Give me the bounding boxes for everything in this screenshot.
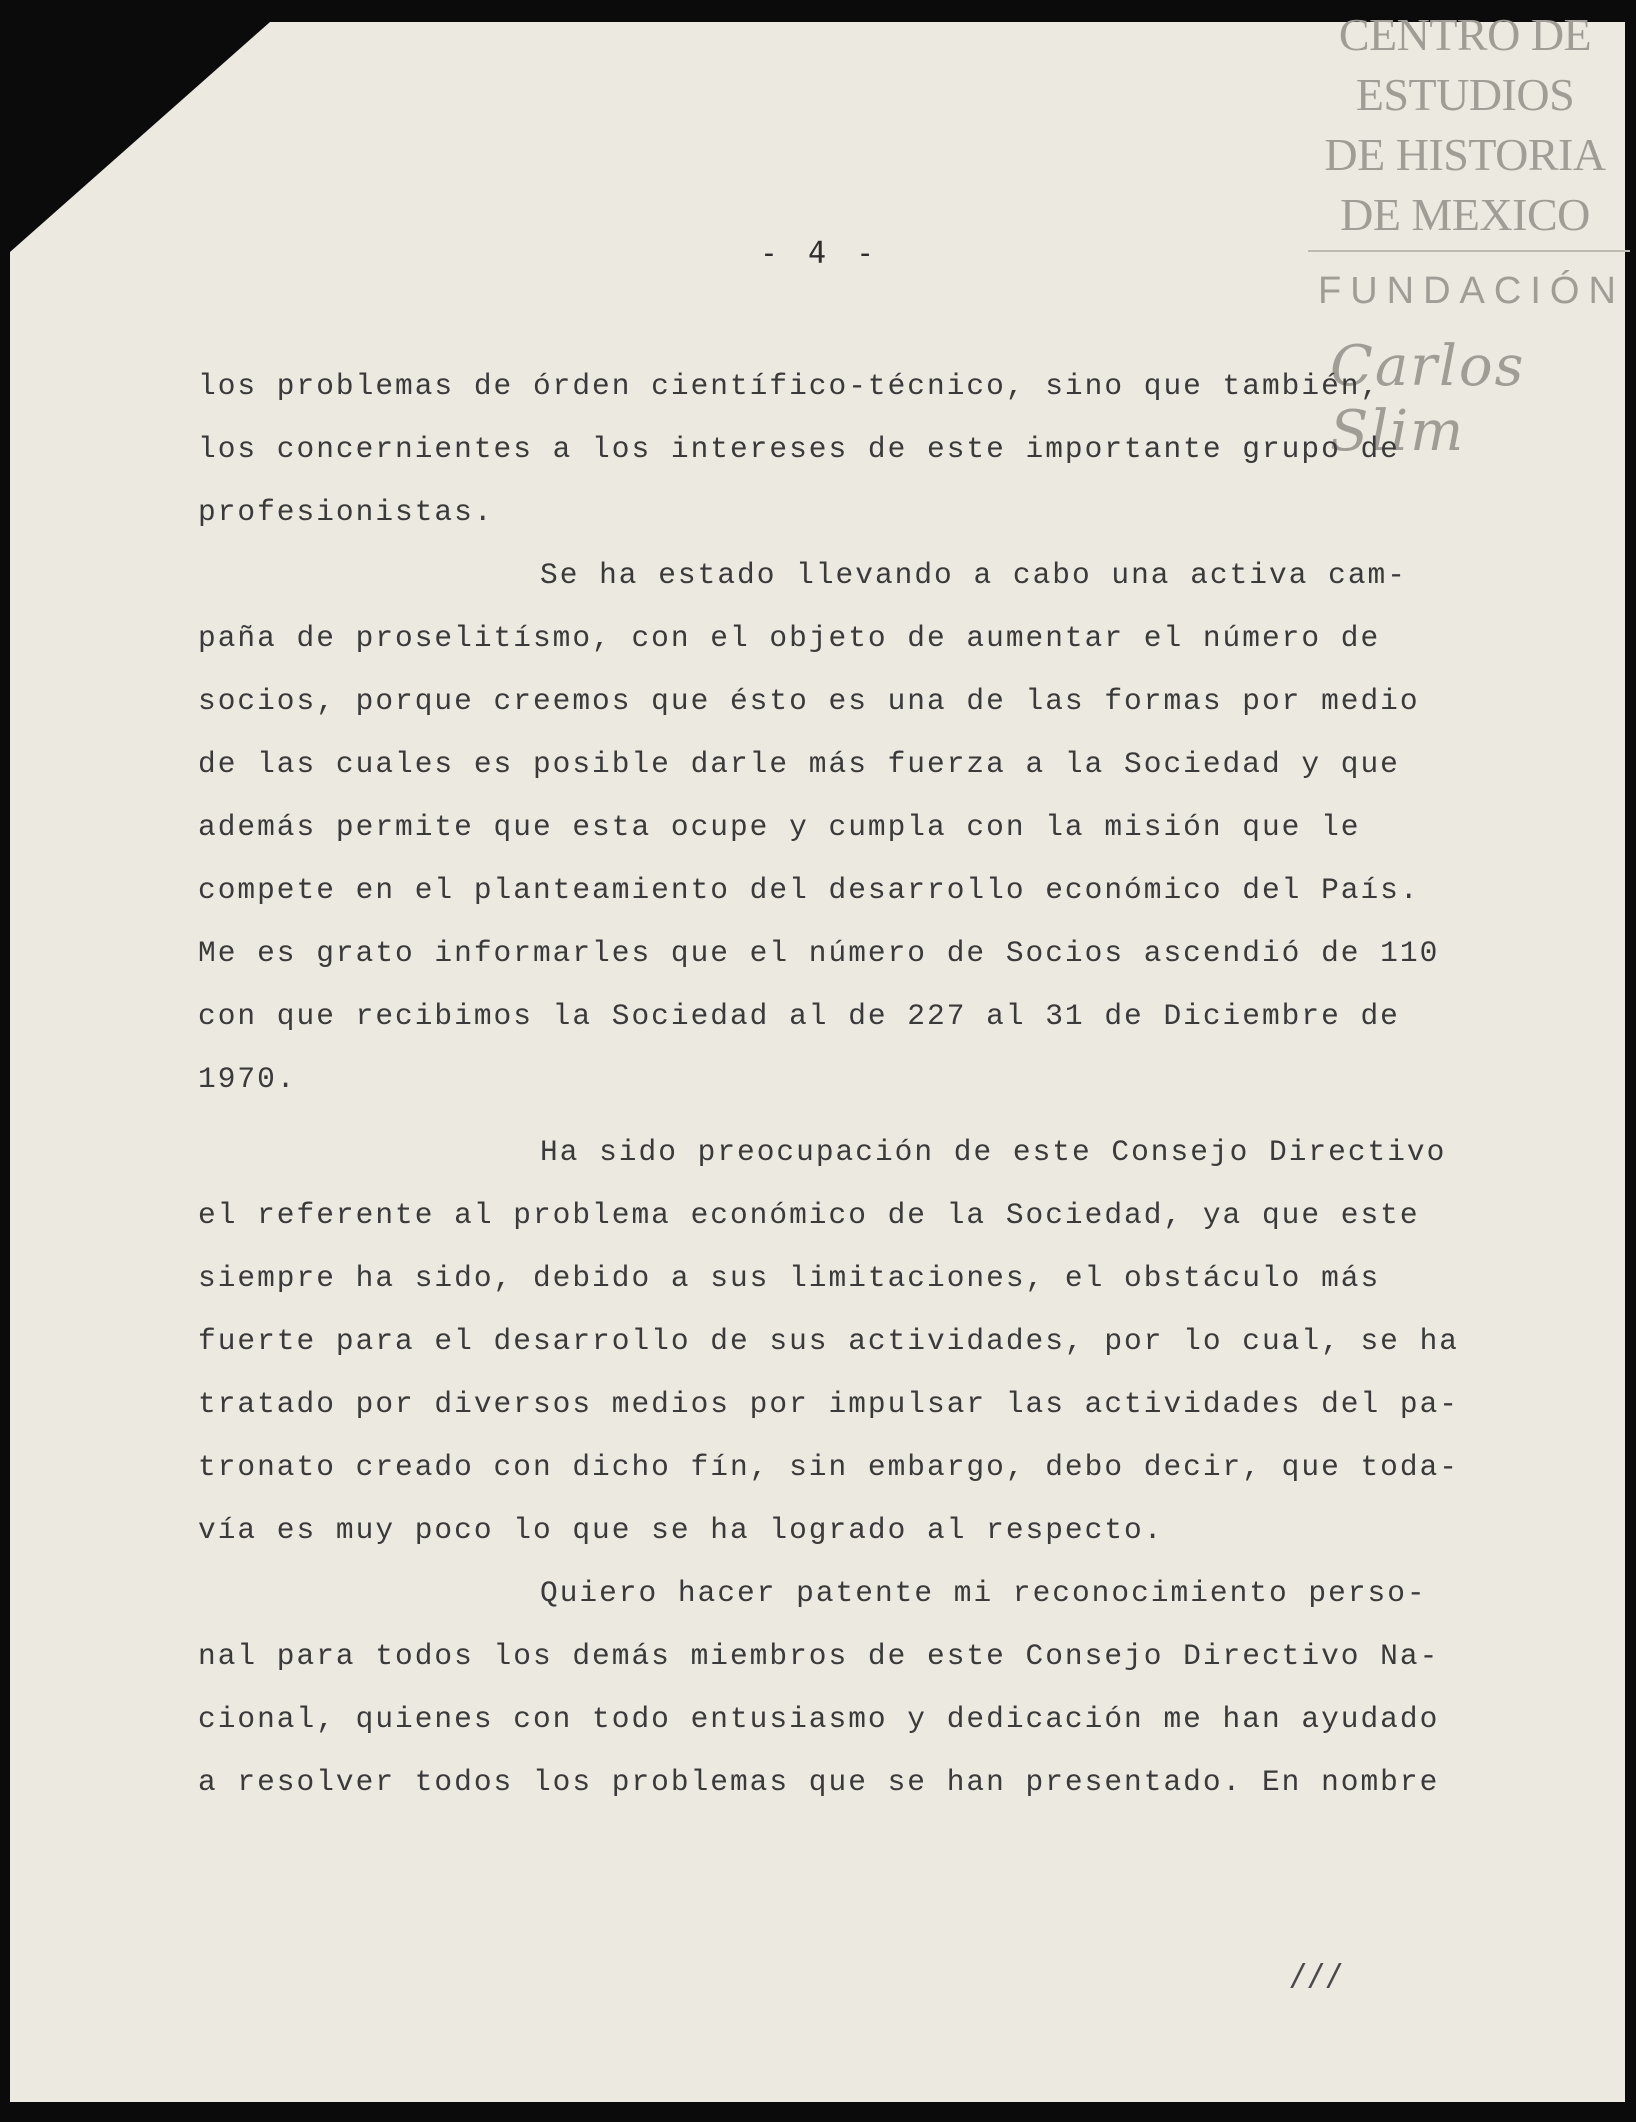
text-line: Ha sido preocupación de este Consejo Directivo <box>540 1135 1447 1169</box>
text-line: Me es grato informarles que el número de Socios ascendió de 110 <box>198 936 1440 970</box>
text-line: Quiero hacer patente mi reconocimiento perso- <box>540 1576 1427 1610</box>
text-line: profesionistas. <box>198 495 494 529</box>
stamp-line: DE HISTORIA <box>1324 129 1606 180</box>
text-line: nal para todos los demás miembros de este Consejo Directivo Na- <box>198 1639 1440 1673</box>
text-line: paña de proselitísmo, con el objeto de aumentar el número de <box>198 621 1381 655</box>
page-number: - 4 - <box>759 236 881 271</box>
text-line: los problemas de órden científico-técnico, sino que también, <box>198 369 1381 403</box>
archive-stamp <box>1300 5 1630 245</box>
text-line: tratado por diversos medios por impulsar las actividades del pa- <box>198 1387 1459 1421</box>
text-line: a resolver todos los problemas que se han presentado. En nombre <box>198 1765 1440 1799</box>
text-line: los concernientes a los intereses de este importante grupo de <box>198 432 1400 466</box>
continuation-mark: /// <box>1290 1958 1345 1993</box>
text-line: además permite que esta ocupe y cumpla con la misión que le <box>198 810 1361 844</box>
text-line: cional, quienes con todo entusiasmo y dedicación me han ayudado <box>198 1702 1440 1736</box>
text-line: tronato creado con dicho fín, sin embargo, debo decir, que toda- <box>198 1450 1459 1484</box>
text-line: socios, porque creemos que ésto es una de las formas por medio <box>198 684 1420 718</box>
text-line: fuerte para el desarrollo de sus actividades, por lo cual, se ha <box>198 1324 1459 1358</box>
stamp-line: DE MEXICO <box>1340 189 1590 240</box>
text-line: 1970. <box>198 1062 297 1096</box>
text-line: con que recibimos la Sociedad al de 227 al 31 de Diciembre de <box>198 999 1400 1033</box>
stamp-line: ESTUDIOS <box>1355 69 1575 120</box>
text-line: vía es muy poco lo que se ha logrado al respecto. <box>198 1513 1164 1547</box>
text-line: siempre ha sido, debido a sus limitaciones, el obstáculo más <box>198 1261 1381 1295</box>
foundation-signature: Carlos Slim <box>1330 334 1526 464</box>
text-line: el referente al problema económico de la Sociedad, ya que este <box>198 1198 1420 1232</box>
stamp-line: CENTRO DE <box>1338 9 1592 60</box>
text-line: de las cuales es posible darle más fuerza a la Sociedad y que <box>198 747 1400 781</box>
text-line: compete en el planteamiento del desarrollo económico del País. <box>198 873 1420 907</box>
text-line: Se ha estado llevando a cabo una activa cam- <box>540 558 1407 592</box>
foundation-label: FUNDACIÓN <box>1318 270 1625 312</box>
stamp-divider <box>1308 250 1630 252</box>
